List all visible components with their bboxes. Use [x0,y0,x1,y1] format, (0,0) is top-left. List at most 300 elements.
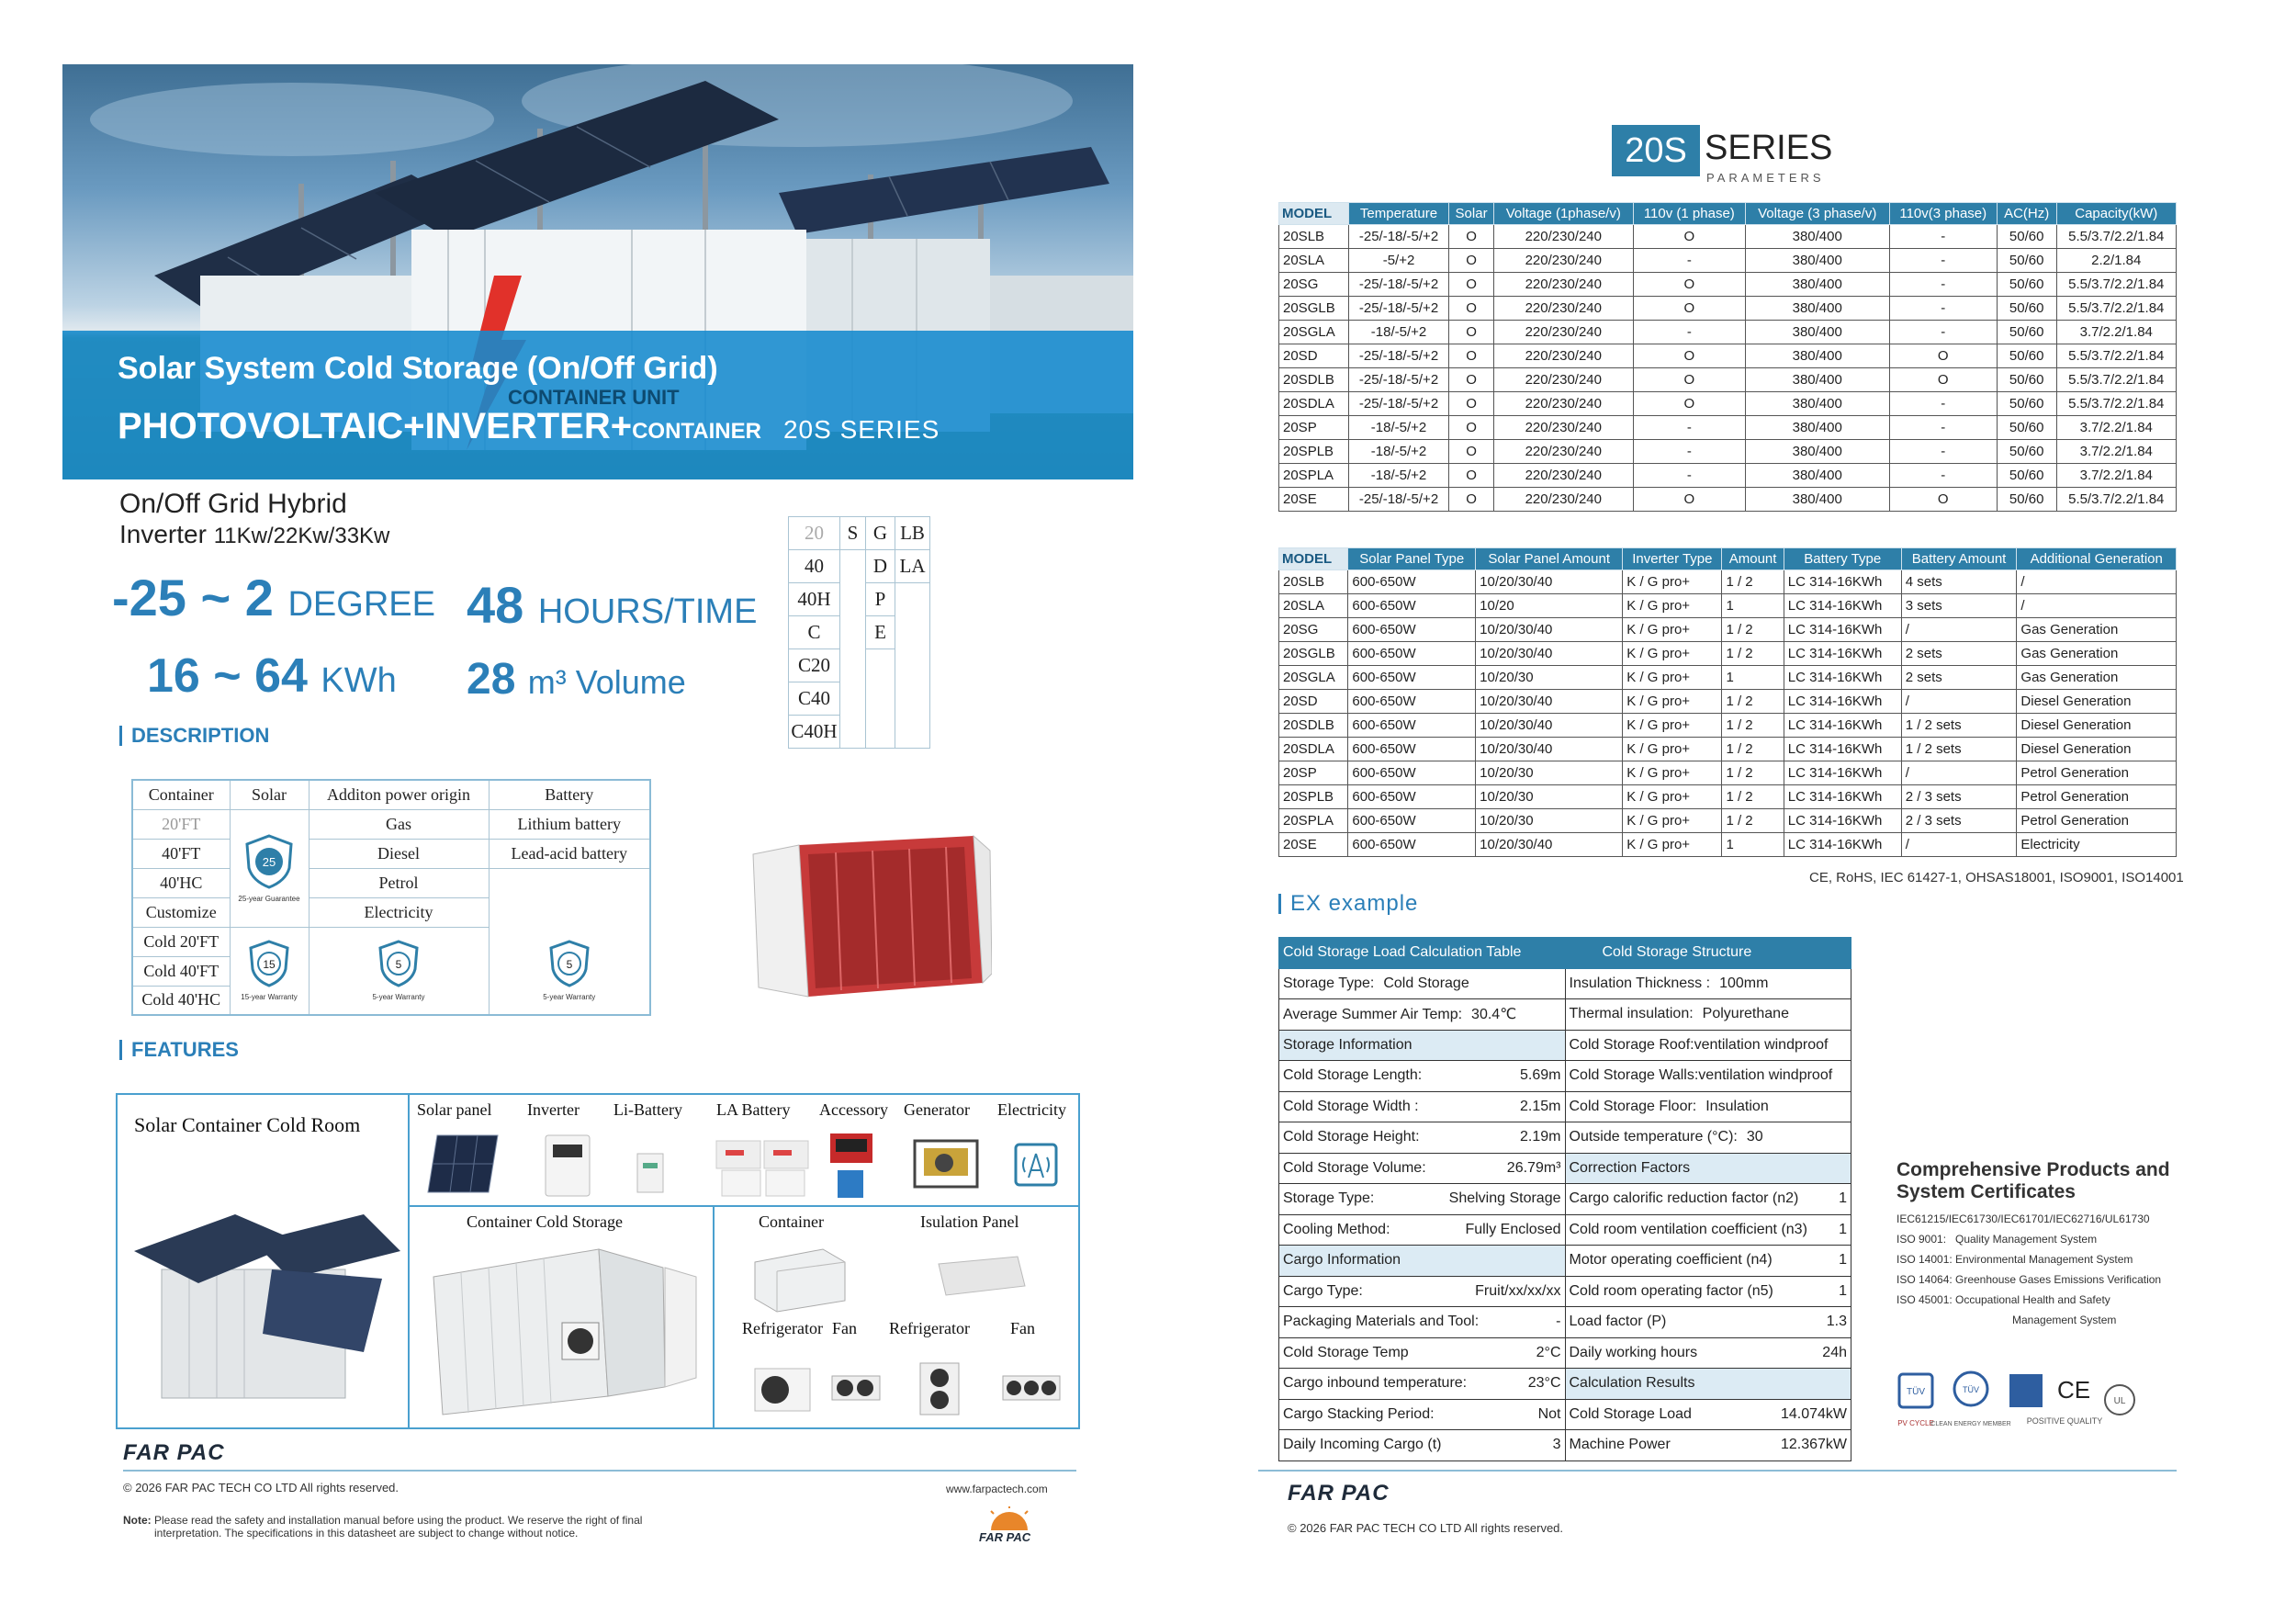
example-cell [1565,999,1851,1031]
table-cell: 600-650W [1348,714,1476,738]
warranty-years-text: 15 [263,958,276,972]
table-cell: 380/400 [1745,368,1889,392]
features-heading: FEATURES [119,1038,239,1062]
code-p: P [866,583,895,616]
table-cell: Gas Generation [2017,618,2177,642]
table-cell: 50/60 [1997,488,2056,512]
table-cell: 20SDLB [1279,368,1349,392]
table-header-cell: Amount [1722,548,1784,570]
hero-series: 20S SERIES [782,415,940,444]
description-heading: DESCRIPTION [119,724,269,748]
table-cell: 20SGLB [1279,642,1348,666]
table-cell: 50/60 [1997,392,2056,416]
example-key: Calculation Results [1569,1375,1695,1392]
table-cell: LC 314-16KWh [1784,570,1901,594]
table-header-cell: 110v(3 phase) [1889,203,1997,225]
code-empty [866,716,895,749]
table-cell: 380/400 [1745,488,1889,512]
table-cell: 20SPLA [1279,464,1349,488]
example-value: Insulation [1705,1098,1769,1114]
example-cell [1279,1030,1566,1061]
table-cell: 220/230/240 [1493,297,1633,321]
example-value: Cold Storage [1383,975,1469,991]
table-cell: 380/400 [1745,464,1889,488]
model-code-grid [788,516,930,749]
table-cell: 5.5/3.7/2.2/1.84 [2056,225,2176,249]
description-table [131,779,651,1016]
desc-battery-item: Lithium battery [489,809,650,839]
example-key: Outside temperature (°C): [1569,1129,1738,1145]
code-c: C [789,616,840,649]
table-cell: - [1889,273,1997,297]
electricity-icon [1014,1143,1058,1187]
table-row [1279,785,2177,809]
example-key: Cargo Stacking Period: [1283,1405,1435,1422]
table-row [1279,999,1851,1031]
code-lb: LB [895,517,930,550]
solar-panel-image [424,1132,503,1200]
table-cell: 10/20/30/40 [1476,738,1623,761]
desc-battery-item: Lead-acid battery [489,839,650,868]
feature-container: Container [759,1212,824,1231]
code-empty [895,583,930,616]
temp-unit: DEGREE [287,585,435,624]
table-cell: 50/60 [1997,273,2056,297]
certificate-code: ISO 14001: [1896,1253,1953,1266]
hero-subtitle [118,406,940,447]
hero-subtitle-main: PHOTOVOLTAIC+INVERTER+ [118,406,633,446]
table-row [1279,809,2177,833]
table-cell: O [1889,488,1997,512]
table-row [1279,297,2177,321]
table-row [1279,1276,1851,1307]
table-cell: 10/20/30 [1476,785,1623,809]
example-value: 1 [1839,1282,1847,1299]
example-value: 100mm [1719,975,1769,991]
table-cell: - [1633,321,1745,344]
feature-fan: Fan [1010,1319,1035,1337]
table-cell: 10/20/30/40 [1476,570,1623,594]
certificate-item [1896,1212,2150,1225]
example-value: 5.69m [1520,1067,1561,1084]
tuv-logo-text: TÜV [1907,1387,1925,1397]
series-badge: 20S [1612,125,1700,176]
warranty-caption: 5-year Warranty [543,993,596,1001]
subtitle-hybrid: On/Off Grid Hybrid [119,489,347,519]
table-cell: / [1901,761,2017,785]
table-cell: O [1633,392,1745,416]
table-row [1279,938,1851,969]
table-cell: 600-650W [1348,809,1476,833]
table-cell: 2 sets [1901,666,2017,690]
table-row [1279,1369,1851,1400]
code-c40h: C40H [789,716,840,749]
feature-li-battery: Li-Battery [613,1100,682,1119]
certificate-code: ISO 9001: [1896,1233,1947,1246]
example-cell [1565,1061,1851,1092]
feature-refrigerator: Refrigerator [742,1319,823,1337]
parameters-table [1278,202,2177,512]
copyright: © 2026 FAR PAC TECH CO LTD All rights reserved. [1288,1521,1564,1535]
table-cell: - [1889,416,1997,440]
table-cell: 1 / 2 [1722,761,1784,785]
certificate-logos [1894,1369,2188,1442]
table-cell: O [1449,225,1493,249]
desc-power-item: Gas [309,809,489,839]
table-cell: - [1889,225,1997,249]
table-cell: -25/-18/-5/+2 [1348,225,1449,249]
code-empty [840,682,866,716]
table-cell: 1 / 2 [1722,714,1784,738]
table-cell: -18/-5/+2 [1348,416,1449,440]
table-row [1279,344,2177,368]
table-cell: LC 314-16KWh [1784,738,1901,761]
table-cell: 380/400 [1745,321,1889,344]
table-cell: - [1889,321,1997,344]
table-cell: 50/60 [1997,225,2056,249]
table-cell: 600-650W [1348,785,1476,809]
table-cell: 380/400 [1745,297,1889,321]
table-cell: 10/20/30 [1476,761,1623,785]
note-label: Note: [123,1514,152,1527]
example-value: 23°C [1527,1375,1561,1392]
table-row [1279,1030,1851,1061]
table-cell: 20SDLA [1279,738,1348,761]
example-key: Cargo Information [1283,1252,1401,1269]
example-value: Fruit/xx/xx/xx [1475,1282,1561,1299]
certificate-item [1896,1233,2097,1246]
example-cell [1565,1030,1851,1061]
li-battery-image [634,1150,667,1196]
series-sub: PARAMETERS [1706,171,1825,185]
code-empty [895,716,930,749]
table-cell: K / G pro+ [1623,809,1722,833]
certificate-desc: Greenhouse Gases Emissions Verification [1955,1273,2162,1286]
desc-header-solar: Solar [230,780,309,809]
example-cell [1565,1307,1851,1338]
spec-temperature [112,568,435,627]
solar-guarantee-cell [230,809,309,927]
table-cell: 220/230/240 [1493,321,1633,344]
hero-banner [62,64,1133,479]
feature-container-cold-storage: Container Cold Storage [467,1212,623,1231]
example-key: Cold Storage Walls:ventilation windproof [1569,1067,1833,1084]
example-value: Polyurethane [1702,1006,1789,1022]
spec-hours [467,575,757,635]
table-cell: 20SDLB [1279,714,1348,738]
table-cell: 20SGLA [1279,321,1349,344]
example-cell [1565,1153,1851,1184]
spec-volume [467,654,686,705]
table-cell: - [1633,464,1745,488]
table-cell: 3.7/2.2/1.84 [2056,440,2176,464]
table-cell: / [1901,690,2017,714]
table-row [1279,1184,1851,1215]
table-cell: 10/20/30/40 [1476,618,1623,642]
table-cell: -25/-18/-5/+2 [1348,344,1449,368]
table-cell: O [1449,392,1493,416]
certificates-title-line1: Comprehensive Products and [1896,1159,2170,1180]
series-word: SERIES [1705,129,1833,167]
table-cell: 5.5/3.7/2.2/1.84 [2056,488,2176,512]
table-cell: K / G pro+ [1623,833,1722,857]
right-page [1148,0,2296,1624]
certificate-item [1896,1273,2161,1286]
pv-cycle-text: PV CYCLE [1897,1419,1934,1427]
table-cell: - [1889,440,1997,464]
table-cell: 380/400 [1745,440,1889,464]
volume-value: 28 [467,655,516,704]
table-cell: 10/20 [1476,594,1623,618]
example-cell [1565,1369,1851,1400]
desc-container-item: Customize [132,897,230,927]
table-cell: - [1633,249,1745,273]
warranty-5-cell [309,927,489,1015]
table-cell: 5.5/3.7/2.2/1.84 [2056,344,2176,368]
features-box [116,1093,1080,1429]
example-value: - [1556,1314,1561,1330]
hours-value: 48 [467,576,524,634]
code-empty [895,649,930,682]
example-key: Load factor (P) [1569,1314,1667,1330]
table-header-cell: Battery Amount [1901,548,2017,570]
table-header-cell: Inverter Type [1623,548,1722,570]
container-image [749,1244,850,1314]
table-cell: 600-650W [1348,738,1476,761]
table-cell: 220/230/240 [1493,273,1633,297]
certificate-desc: Management System [2012,1314,2117,1326]
example-key: Cold Storage Temp [1283,1344,1409,1360]
example-key: Storage Information [1283,1036,1412,1053]
example-cell [1565,1337,1851,1369]
table-cell: 600-650W [1348,570,1476,594]
code-empty [840,550,866,583]
table-cell: 220/230/240 [1493,344,1633,368]
feature-fan: Fan [832,1319,857,1337]
example-key: Cargo inbound temperature: [1283,1375,1468,1392]
footer-note [123,1514,642,1527]
example-key: Cargo Type: [1283,1282,1363,1299]
example-cell [1279,1091,1566,1122]
table-row [1279,225,2177,249]
table-cell: 50/60 [1997,321,2056,344]
desc-container-item: 20'FT [132,809,230,839]
table-cell: K / G pro+ [1623,738,1722,761]
table-cell: 50/60 [1997,440,2056,464]
la-battery-image [713,1132,814,1200]
table-cell: 20SPLA [1279,809,1348,833]
example-cell [1565,968,1851,999]
example-key: Cold Storage Width : [1283,1098,1419,1114]
table-cell: -18/-5/+2 [1348,464,1449,488]
table-cell: 600-650W [1348,666,1476,690]
table-cell: Gas Generation [2017,666,2177,690]
certificate-item [1896,1293,2110,1306]
example-key: Cooling Method: [1283,1221,1390,1237]
table-cell: 50/60 [1997,368,2056,392]
code-d: D [866,550,895,583]
divider [713,1207,715,1427]
table-cell: 5.5/3.7/2.2/1.84 [2056,392,2176,416]
table-cell: 50/60 [1997,344,2056,368]
table-row [1279,1399,1851,1430]
example-key: Storage Type: [1283,975,1375,991]
table-cell: O [1633,344,1745,368]
example-cell [1565,1184,1851,1215]
table-cell: 600-650W [1348,642,1476,666]
table-cell: O [1633,297,1745,321]
table-cell: 3 sets [1901,594,2017,618]
code-empty [840,716,866,749]
website-link[interactable]: www.farpactech.com [946,1483,1048,1495]
table-cell: 50/60 [1997,249,2056,273]
table-cell: 600-650W [1348,833,1476,857]
table-cell: -18/-5/+2 [1348,321,1449,344]
example-key: Cold room ventilation coefficient (n3) [1569,1221,1807,1237]
table-cell: - [1889,464,1997,488]
table-cell: 600-650W [1348,690,1476,714]
example-value: 26.79m³ [1506,1159,1561,1176]
example-cell [1279,1184,1566,1215]
table-cell: K / G pro+ [1623,714,1722,738]
table-cell: 20SP [1279,416,1349,440]
table-row [1279,618,2177,642]
table-cell: LC 314-16KWh [1784,690,1901,714]
table-cell: 2 / 3 sets [1901,809,2017,833]
example-key: Cold Storage Roof:ventilation windproof [1569,1036,1829,1053]
example-key: Storage Type: [1283,1190,1375,1207]
certificate-item [1896,1253,2133,1266]
example-value: 14.074kW [1780,1405,1847,1422]
example-key: Correction Factors [1569,1159,1691,1176]
table-cell: K / G pro+ [1623,618,1722,642]
table-cell: 3.7/2.2/1.84 [2056,464,2176,488]
example-key: Insulation Thickness : [1569,975,1711,991]
desc-header-container: Container [132,780,230,809]
table-row [1279,690,2177,714]
desc-container-item: Cold 40'HC [132,986,230,1015]
table-cell: -25/-18/-5/+2 [1348,297,1449,321]
desc-power-item: Diesel [309,839,489,868]
example-value: 1 [1839,1190,1847,1207]
fan-image [828,1372,884,1405]
table-cell: 20SG [1279,273,1349,297]
table-cell: LC 314-16KWh [1784,618,1901,642]
table-cell: O [1449,440,1493,464]
table-cell: 220/230/240 [1493,440,1633,464]
table-row [1279,666,2177,690]
table-row [1279,273,2177,297]
table-cell: O [1633,225,1745,249]
table-cell: 10/20/30 [1476,666,1623,690]
example-key: Daily working hours [1569,1344,1698,1360]
table-cell: 380/400 [1745,392,1889,416]
table-cell: Cold Storage Structure [1565,938,1851,969]
table-row [1279,642,2177,666]
desc-empty [489,868,650,927]
table-cell: 1 / 2 sets [1901,714,2017,738]
hours-unit: HOURS/TIME [537,592,758,631]
example-key: Cold Storage Load [1569,1405,1692,1422]
table-row [1279,594,2177,618]
inverter-image [540,1132,595,1200]
table-cell: 380/400 [1745,225,1889,249]
table-cell: LC 314-16KWh [1784,761,1901,785]
certificate-code: ISO 14064: [1896,1273,1953,1286]
footer-note-line2: interpretation. The specifications in this datasheet are subject to change without notice. [154,1527,579,1539]
certificate-code: ISO 45001: [1896,1293,1953,1306]
example-cell [1279,1061,1566,1092]
example-cell [1279,1122,1566,1154]
code-empty [895,616,930,649]
certificates-title-line2: System Certificates [1896,1181,2076,1202]
table-cell: O [1449,464,1493,488]
table-cell: Gas Generation [2017,642,2177,666]
example-value: 30.4℃ [1471,1007,1517,1023]
table-cell: 5.5/3.7/2.2/1.84 [2056,273,2176,297]
temp-value: -25 ~ 2 [112,569,274,626]
table-cell: LC 314-16KWh [1784,809,1901,833]
table-row [1279,1122,1851,1154]
table-cell: / [1901,833,2017,857]
example-cell [1279,1153,1566,1184]
table-header-cell: Voltage (1phase/v) [1493,203,1633,225]
example-value: 2°C [1536,1344,1561,1360]
feature-refrigerator: Refrigerator [889,1319,970,1337]
table-cell: 50/60 [1997,416,2056,440]
table-row [1279,1337,1851,1369]
table-cell: O [1449,297,1493,321]
ul-logo-text: UL [2113,1396,2126,1406]
feature-electricity: Electricity [997,1100,1066,1119]
example-value: Fully Enclosed [1465,1221,1561,1237]
table-cell: 20SLA [1279,249,1349,273]
example-value: 1.3 [1826,1314,1847,1330]
example-cell [1279,1276,1566,1307]
table-cell: 20SLA [1279,594,1348,618]
table-cell: 50/60 [1997,464,2056,488]
example-value: 24h [1822,1344,1847,1360]
desc-header-battery: Battery [489,780,650,809]
table-row [1279,1091,1851,1122]
certificates-title [1896,1159,2170,1203]
table-cell: 20SLB [1279,225,1349,249]
table-cell: 3.7/2.2/1.84 [2056,416,2176,440]
table-cell: 1 / 2 [1722,690,1784,714]
table-cell: - [1889,392,1997,416]
table-header-cell: AC(Hz) [1997,203,2056,225]
table-cell: 1 / 2 sets [1901,738,2017,761]
warranty-caption: 15-year Warranty [241,993,298,1002]
table-row [1279,368,2177,392]
table-row [1279,249,2177,273]
example-value: 30 [1746,1129,1763,1145]
table-cell: -25/-18/-5/+2 [1348,273,1449,297]
example-cell [1279,1430,1566,1461]
table-cell: 220/230/240 [1493,368,1633,392]
footer-divider [1258,1470,2177,1472]
table-row [1279,464,2177,488]
code-empty [895,682,930,716]
hero-subtitle-small: CONTAINER [632,419,761,444]
table-cell: LC 314-16KWh [1784,785,1901,809]
table-cell: / [2017,594,2177,618]
code-e: E [866,616,895,649]
example-cell [1565,1091,1851,1122]
table-cell: LC 314-16KWh [1784,833,1901,857]
table-row [1279,833,2177,857]
code-g: G [866,517,895,550]
